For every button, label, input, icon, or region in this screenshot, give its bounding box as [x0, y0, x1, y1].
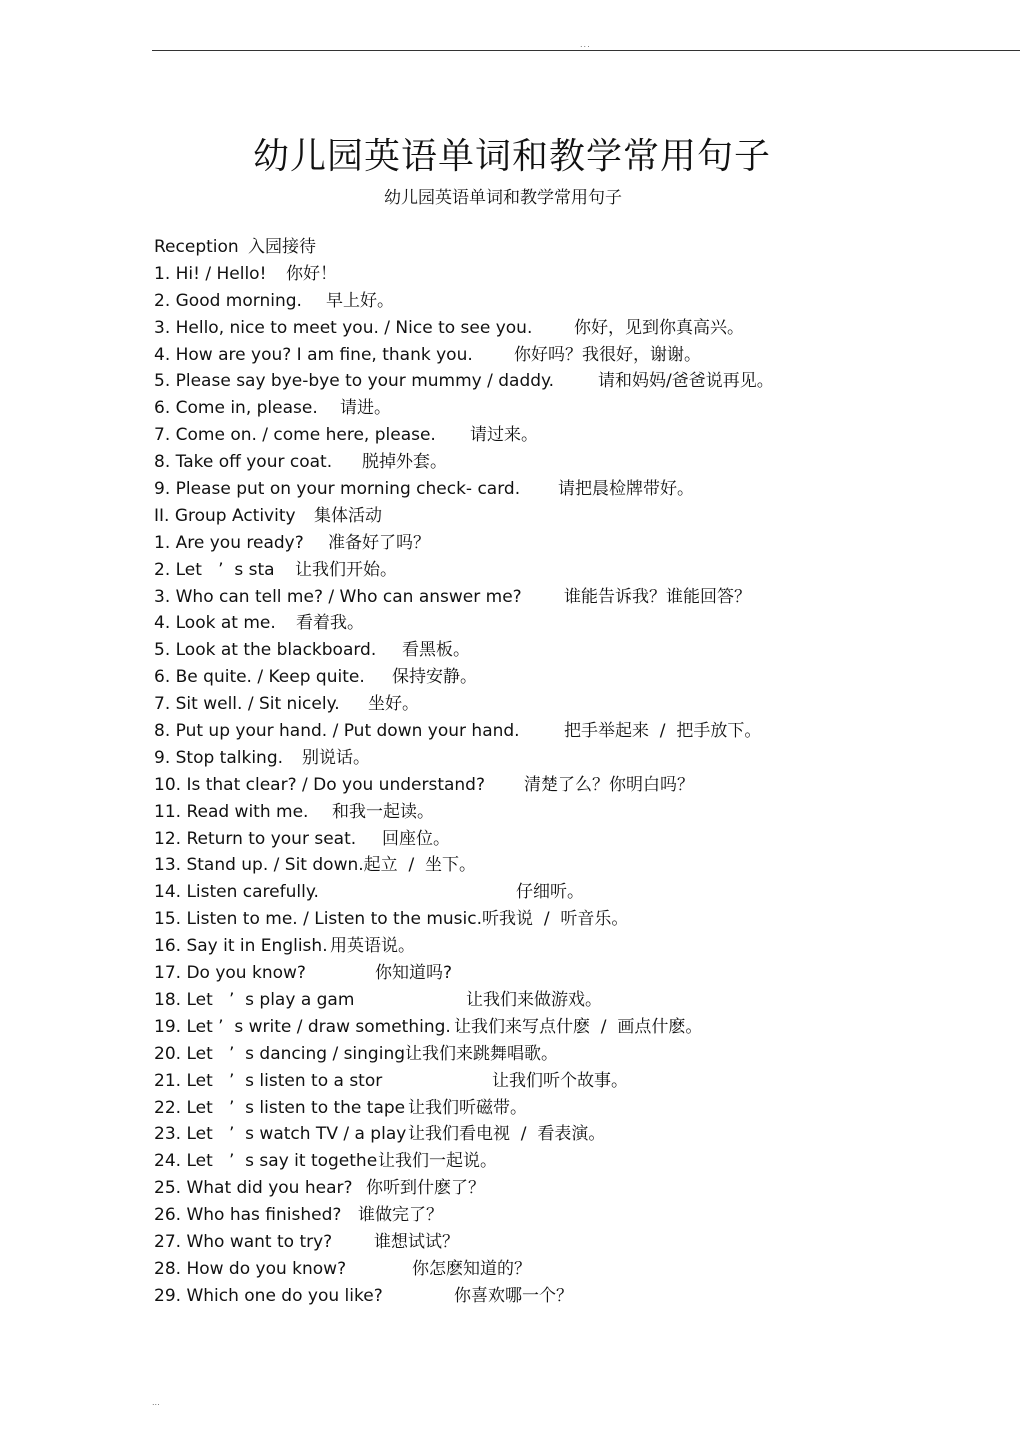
phrase-chinese: 清楚了么？你明白吗？: [524, 774, 694, 795]
phrase-english: 20. Let ’ s dancing / singing: [154, 1043, 406, 1064]
phrase-chinese: 请和妈妈/爸爸说再见。: [598, 371, 774, 392]
phrase-line: [154, 637, 1014, 664]
phrase-line: [154, 1283, 1014, 1310]
phrase-chinese: 让我们来写点什麽 / 画点什麽。: [454, 1016, 703, 1037]
phrase-english: 7. Sit well. / Sit nicely.: [154, 694, 340, 715]
phrase-chinese: 谁做完了？: [358, 1205, 443, 1226]
phrase-chinese: 保持安静。: [392, 667, 477, 688]
phrase-english: 5. Please say bye-bye to your mummy / daddy.: [154, 371, 555, 392]
phrase-chinese: 集体活动: [314, 505, 382, 526]
header-dots: ...: [580, 40, 591, 49]
phrase-english: Reception: [154, 237, 239, 257]
phrase-line: [154, 1148, 1014, 1175]
phrase-line: [154, 476, 1014, 503]
phrase-line: [154, 503, 1014, 530]
phrase-english: 6. Be quite. / Keep quite.: [154, 667, 365, 688]
phrase-chinese: 你好吗？我很好，谢谢。: [514, 344, 701, 365]
phrase-line: [154, 610, 1014, 637]
phrase-line: [154, 234, 1014, 261]
phrase-chinese: 准备好了吗？: [328, 532, 430, 553]
phrase-line: [154, 342, 1014, 369]
phrase-chinese: 你喜欢哪一个？: [454, 1285, 573, 1306]
phrase-chinese: 和我一起读。: [332, 801, 434, 822]
phrase-chinese: 谁想试试？: [374, 1231, 459, 1252]
phrase-line: [154, 368, 1014, 395]
phrase-english: 5. Look at the blackboard.: [154, 640, 377, 661]
phrase-line: [154, 288, 1014, 315]
phrase-english: 4. How are you? I am fine, thank you.: [154, 344, 473, 365]
phrase-english: 25. What did you hear?: [154, 1178, 353, 1199]
phrase-line: [154, 879, 1014, 906]
phrase-chinese: 你好，见到你真高兴。: [574, 317, 744, 338]
phrase-english: 28. How do you know?: [154, 1258, 347, 1279]
phrase-chinese: 看黑板。: [402, 640, 470, 661]
phrase-line: [154, 718, 1014, 745]
phrase-line: [154, 799, 1014, 826]
phrase-english: 27. Who want to try?: [154, 1231, 333, 1252]
phrase-english: 2. Let ’ s sta: [154, 559, 275, 580]
phrase-chinese: 坐好。: [368, 694, 419, 715]
phrase-line: [154, 987, 1014, 1014]
phrase-chinese: 脱掉外套。: [362, 452, 447, 473]
phrase-chinese: 让我们来跳舞唱歌。: [405, 1043, 559, 1064]
phrase-english: 11. Read with me.: [154, 801, 309, 822]
phrase-chinese: 让我们来做游戏。: [466, 989, 602, 1010]
phrase-chinese: 让我们看电视 / 看表演。: [408, 1124, 606, 1145]
phrase-chinese: 请进。: [340, 398, 391, 419]
phrase-line: [154, 557, 1014, 584]
phrase-line: [154, 960, 1014, 987]
phrase-line: [154, 395, 1014, 422]
phrase-line: [154, 1229, 1014, 1256]
phrase-chinese: 谁能告诉我？谁能回答？: [564, 586, 751, 607]
phrase-chinese: 把手举起来 / 把手放下。: [564, 721, 762, 742]
phrase-english: 4. Look at me.: [154, 613, 276, 634]
phrase-english: 3. Hello, nice to meet you. / Nice to see you.: [154, 317, 533, 338]
phrase-english: 29. Which one do you like?: [154, 1285, 383, 1306]
phrase-english: 23. Let ’ s watch TV / a play: [154, 1124, 407, 1145]
phrase-english: 1. Are you ready?: [154, 532, 304, 553]
phrase-line: [154, 449, 1014, 476]
page-subtitle: 幼儿园英语单词和教学常用句子: [384, 188, 622, 208]
phrase-chinese: 让我们开始。: [295, 559, 397, 580]
phrase-line: [154, 1202, 1014, 1229]
phrase-chinese: 听我说 / 听音乐。: [482, 909, 629, 930]
phrase-line: [154, 1095, 1014, 1122]
phrase-line: [154, 745, 1014, 772]
phrase-chinese: 用英语说。: [330, 936, 415, 957]
phrase-line: [154, 906, 1014, 933]
phrase-line: [154, 530, 1014, 557]
footer-dots: ...: [152, 1398, 160, 1407]
phrase-english: 13. Stand up. / Sit down.: [154, 855, 364, 876]
phrase-chinese: 让我们听磁带。: [408, 1097, 527, 1118]
phrase-english: 22. Let ’ s listen to the tape: [154, 1097, 406, 1118]
phrase-chinese: 别说话。: [302, 747, 370, 768]
phrase-chinese: 入园接待: [248, 237, 316, 257]
phrase-english: 18. Let ’ s play a gam: [154, 989, 355, 1010]
phrase-chinese: 你听到什麽了？: [366, 1178, 485, 1199]
phrase-chinese: 你好！: [286, 263, 337, 284]
phrase-chinese: 起立 / 坐下。: [363, 855, 476, 876]
phrase-line: [154, 826, 1014, 853]
phrase-english: 9. Stop talking.: [154, 747, 284, 768]
phrase-chinese: 请把晨检牌带好。: [558, 479, 694, 500]
phrase-line: [154, 772, 1014, 799]
phrase-line: [154, 1068, 1014, 1095]
phrase-chinese: 早上好。: [326, 290, 394, 311]
phrase-line: [154, 1256, 1014, 1283]
phrase-line: [154, 1014, 1014, 1041]
phrase-english: 16. Say it in English.: [154, 936, 328, 957]
phrase-line: [154, 422, 1014, 449]
phrase-line: [154, 1175, 1014, 1202]
phrase-chinese: 仔细听。: [516, 882, 584, 903]
phrase-line: [154, 261, 1014, 288]
phrase-chinese: 回座位。: [382, 828, 450, 849]
phrase-chinese: 你知道吗?: [375, 963, 453, 984]
phrase-english: 24. Let ’ s say it togethe: [154, 1151, 378, 1172]
header-rule: [152, 50, 1020, 51]
page-title: 幼儿园英语单词和教学常用句子: [252, 136, 771, 177]
phrase-english: 8. Take off your coat.: [154, 452, 333, 473]
phrase-chinese: 让我们听个故事。: [492, 1070, 628, 1091]
phrase-english: 19. Let ’ s write / draw something.: [154, 1016, 451, 1037]
phrase-chinese: 请过来。: [470, 425, 538, 446]
phrase-line: [154, 315, 1014, 342]
phrase-line: [154, 1041, 1014, 1068]
phrase-english: 14. Listen carefully.: [154, 882, 319, 903]
phrase-english: 26. Who has finished?: [154, 1205, 342, 1226]
phrase-english: 10. Is that clear? / Do you understand?: [154, 774, 485, 795]
phrase-line: [154, 1121, 1014, 1148]
phrase-chinese: 你怎麽知道的？: [412, 1258, 531, 1279]
phrase-line: [154, 852, 1014, 879]
phrase-english: 9. Please put on your morning check- card.: [154, 479, 521, 500]
phrase-english: II. Group Activity: [154, 505, 296, 526]
phrase-english: 1. Hi! / Hello!: [154, 263, 267, 284]
phrase-chinese: 看着我。: [296, 613, 364, 634]
phrase-english: 17. Do you know?: [154, 963, 306, 984]
phrase-line: [154, 933, 1014, 960]
phrase-english: 21. Let ’ s listen to a stor: [154, 1070, 383, 1091]
phrase-english: 8. Put up your hand. / Put down your hand.: [154, 721, 520, 742]
phrase-english: 2. Good morning.: [154, 290, 302, 311]
phrase-english: 7. Come on. / come here, please.: [154, 425, 436, 446]
phrase-english: 3. Who can tell me? / Who can answer me?: [154, 586, 522, 607]
phrase-line: [154, 691, 1014, 718]
phrase-english: 12. Return to your seat.: [154, 828, 357, 849]
phrase-list: [154, 234, 1014, 1310]
phrase-english: 6. Come in, please.: [154, 398, 318, 419]
phrase-english: 15. Listen to me. / Listen to the music.: [154, 909, 483, 930]
phrase-chinese: 让我们一起说。: [378, 1151, 497, 1172]
phrase-line: [154, 584, 1014, 611]
phrase-line: [154, 664, 1014, 691]
